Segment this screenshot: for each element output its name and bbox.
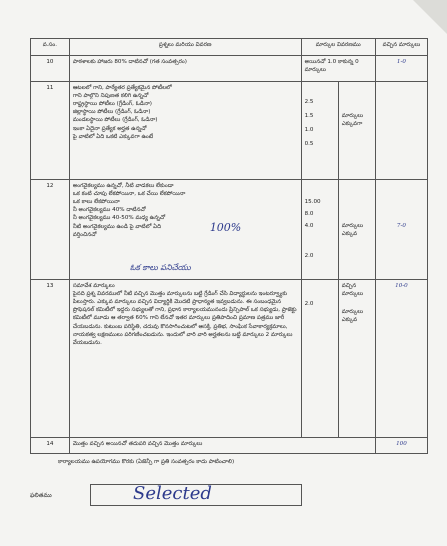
handwritten-percent: 100% (209, 221, 242, 234)
question-line: అంగవైకల్యము ఉన్నచో, నీటి వాడకలు లేకుండా (72, 183, 174, 189)
row-14 (31, 438, 428, 454)
row-score (375, 180, 427, 280)
marks-text: మార్కులు ఎక్కువ (341, 309, 364, 324)
value: 8.0 (304, 211, 314, 218)
question-line: ఇంకా ఏదైనా ప్రత్యేక అర్హత ఉన్నచో (72, 125, 147, 132)
row-no: 12 (31, 180, 70, 280)
question-line: రాష్ట్రస్థాయి పోటీలు (గ్రేడింగ్, ఓడినా) (72, 101, 152, 108)
question-line: మండలస్థాయి పోటీలు (గ్రేడింగ్, ఓడినా) (72, 117, 158, 124)
row-10 (31, 56, 428, 82)
row-values (301, 280, 338, 438)
row-score: 1-0 (375, 56, 427, 82)
value: 0.5 (304, 141, 314, 148)
question-line: ఆటలలో గాని, పాఠ్యేతర ప్రత్యేకమైన పోటీలలో (72, 85, 172, 91)
row-marks (338, 280, 375, 438)
marks-text: మార్కులు ఎక్కువ (341, 223, 364, 238)
row-12 (31, 180, 428, 280)
question-line: జిల్లాస్థాయి పోటీలు (గ్రేడింగ్, ఓడినా) (72, 109, 151, 116)
result-label: ఫలితము (30, 492, 52, 499)
row-question (69, 280, 301, 438)
score-text: 7-0 (396, 223, 406, 229)
row-marks (338, 180, 375, 280)
question-line: పై వాటిలో ఏది ఒకటి ఎక్కువగా ఉంటే (72, 133, 154, 140)
header-no: వ.సం. (31, 39, 70, 56)
row-marks (338, 82, 375, 180)
question-line: ఒక కంటి చూపు లేకపోయినా, ఒక చేయి లేకపోయినా (72, 191, 186, 198)
question-line: గాని పాల్గొని నిపుణత కలిగి ఉన్నచో (72, 93, 149, 100)
row-no: 14 (31, 438, 70, 454)
row-question: మొత్తం వచ్చిన అయినచో తదుపరి వచ్చిన మొత్తం మార్కులు (69, 438, 375, 454)
row-score (375, 82, 427, 180)
row-question (69, 180, 301, 280)
row-marks: అయినచో 1.0 కాకున్న 0 మార్కులు (301, 56, 375, 82)
question-line: వర్తించినచో (72, 231, 97, 238)
header-row (31, 39, 428, 56)
question-line: నీ అంగవైకల్యము 40% దాటినచో (72, 207, 146, 214)
question-line: ఒక కాలు లేకపోయినా (72, 199, 120, 206)
result-box (90, 484, 302, 506)
row-title: సమావేశ మార్కులు (72, 283, 115, 289)
marks-header: వచ్చిన మార్కులు (341, 283, 364, 298)
marks-form-table (30, 38, 428, 454)
footer-note: కార్యాలయము ఉపయోగము కొరకు (ఏజెన్సీ గా ప్రతి సంవత్సరం కాదు పాటించాలి) (58, 459, 235, 465)
row-values (301, 82, 338, 180)
row-no: 10 (31, 56, 70, 82)
value: 2.5 (304, 99, 314, 105)
marks-text: మార్కులు ఎక్కువగా (341, 113, 364, 128)
value: 4.0 (304, 223, 314, 230)
value: 2.0 (304, 301, 314, 307)
row-question: పాఠశాలకు హాజరు 80% దాటినచో (గత సంవత్సరం) (69, 56, 301, 82)
header-question: ప్రశ్నలు మరియు వివరణ (69, 39, 301, 56)
row-score: 100 (375, 438, 427, 454)
row-text: పైనది ప్రశ్న వివరములో నీటి వచ్చిన మొత్తం మార్కులను బట్టి గ్రేడింగ్ చేసి విద్యార్థులను ఇంటర్వ్యూకు పిలుస్తారు. ఎక్కువ మార్కులు వచ్చిన విద్యార్థికి మొదటి ప్రాధాన్యత ఇవ్వబడును. ఈ సంబంధమైన ప్రొఫెషనల్ కమిటీలో ఇద్దరు సభ్యులతో గాని, ప్రధాన కార్యాలయమునందు ప్రిన్సిపాల్ ఒక సభ్యుడు, ప్రాజెక్టు కమిటీలో మూడు ఆ తర్వాత 60% గాని లేనచో ఇతర మార్కులు ప్రతిపాదించి ప్రమాణ పత్రము జారీ చేయబడును. కుటుంబ పరిస్థితి, చదువు కొనసాగించుటలో ఆసక్తి, ప్రతిభ, సాంఘిక సేవాకార్యక్రమాలు, నాయకత్వ లక్షణములు పరిగణించబడును. ఇందులో వారి వారి అర్హతలను బట్టి మార్కులు 2 మార్కులు వేయబడును. (72, 291, 297, 346)
row-question (69, 82, 301, 180)
question-line: నీ అంగవైకల్యము 40-50% మధ్య ఉన్నచో (72, 215, 166, 222)
result-value: Selected (133, 483, 212, 504)
row-no: 13 (31, 280, 70, 438)
question-line: నీటి అంగవైకల్యము ఉండి పై వాటిలో ఏది (72, 223, 162, 230)
value: 1.5 (304, 113, 314, 120)
folded-corner (413, 0, 447, 34)
row-score: 10-0 (375, 280, 427, 438)
value: 15.00 (304, 199, 321, 205)
row-no: 11 (31, 82, 70, 180)
header-awarded: వచ్చిన మార్కులు (375, 39, 427, 56)
row-13 (31, 280, 428, 438)
row-11 (31, 82, 428, 180)
handwritten-note: ఓక కాలు పనిచేయు (129, 263, 191, 272)
row-values (301, 180, 338, 280)
value: 2.0 (304, 253, 314, 260)
value: 1.0 (304, 127, 314, 134)
header-marks-desc: మార్కుల వివరణము (301, 39, 375, 56)
